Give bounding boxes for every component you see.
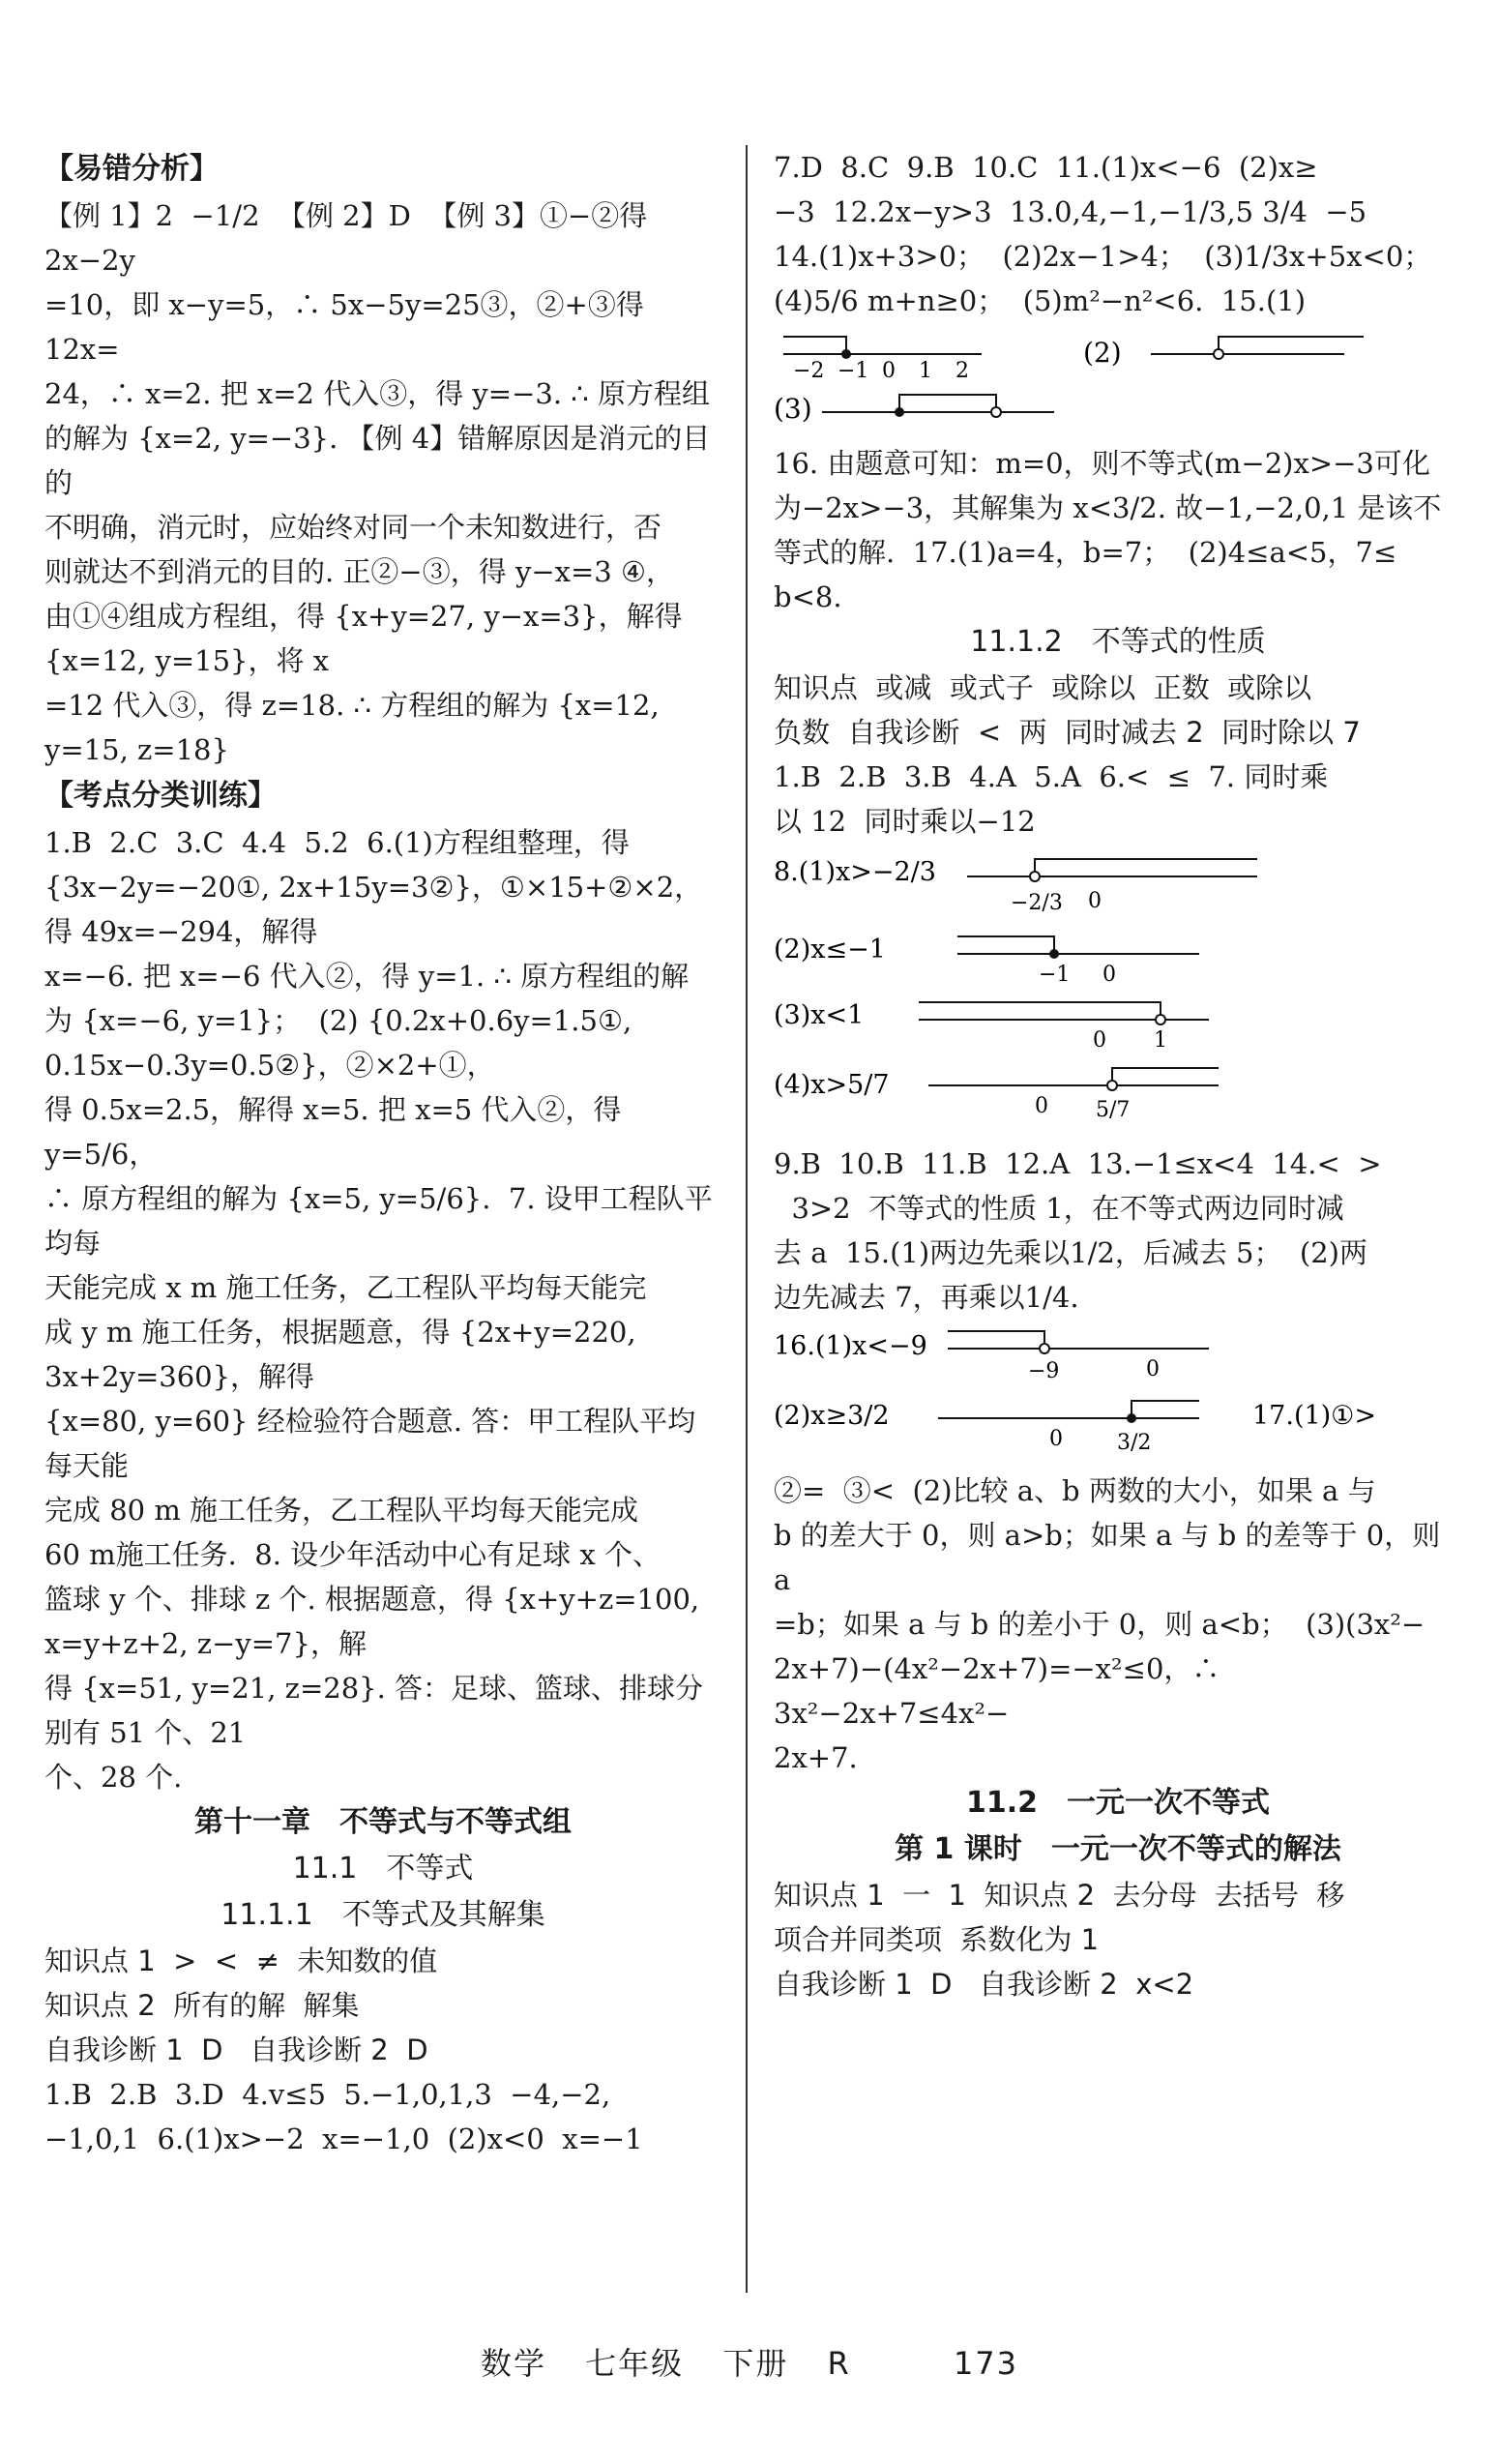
text-line: x=−6. 把 x=−6 代入②，得 y=1. ∴ 原方程组的解 bbox=[44, 960, 690, 993]
footer-grade: 七年级 bbox=[585, 2345, 685, 2382]
closed-point bbox=[841, 349, 851, 359]
text-line: ∴ 原方程组的解为 {x=5, y=5/6}. 7. 设甲工程队平均每 bbox=[44, 1182, 713, 1260]
tick-label: 0 bbox=[1093, 1028, 1106, 1053]
text-line: 完成 80 m 施工任务，乙工程队平均每天能完成 bbox=[44, 1494, 639, 1527]
q8-2-label: (2)x≤−1 bbox=[774, 935, 886, 965]
text-line: 为 {x=−6, y=1}； (2) {0.2x+0.6y=1.5①, 0.15x−0.3y=0.5②}，②×2+①， bbox=[44, 1004, 641, 1082]
text-line: 不明确，消元时，应始终对同一个未知数进行，否 bbox=[44, 511, 662, 544]
text-line: 等式的解. 17.(1)a=4，b=7； (2)4≤a<5，7≤ bbox=[774, 536, 1397, 569]
tick-label: 1 bbox=[919, 359, 932, 381]
section-11-1-1-body bbox=[44, 1939, 721, 2161]
q17-label: 17.(1)①> bbox=[1252, 1401, 1377, 1431]
page-number: 173 bbox=[953, 2345, 1019, 2382]
q8-3-label: (3)x<1 bbox=[774, 1000, 865, 1030]
tick-label: 2 bbox=[955, 359, 969, 381]
text-line: 成 y m 施工任务，根据题意，得 {2x+y=220, 3x+2y=360}，解得 bbox=[44, 1316, 645, 1393]
text-line: b 的差大于 0，则 a>b；如果 a 与 b 的差等于 0，则 a bbox=[774, 1519, 1450, 1596]
text-line: 知识点 或减 或式子 或除以 正数 或除以 bbox=[774, 671, 1312, 704]
q8-3-number-line bbox=[774, 995, 1451, 1053]
practice-heading: 【考点分类训练】 bbox=[44, 779, 277, 813]
open-point bbox=[991, 407, 1001, 417]
text-line: 1.B 2.B 3.B 4.A 5.A 6.< ≤ 7. 同时乘 bbox=[774, 760, 1329, 793]
left-column bbox=[44, 145, 721, 2161]
right-column bbox=[774, 145, 1462, 2006]
text-line: 去 a 15.(1)两边先乘以1/2，后减去 5； (2)两 bbox=[774, 1236, 1367, 1269]
tick-label: −2 bbox=[793, 359, 825, 381]
text-line: 负数 自我诊断 < 两 同时减去 2 同时除以 7 bbox=[774, 716, 1361, 749]
q15-3-label: (3) bbox=[774, 393, 812, 425]
tick-label: 0 bbox=[882, 359, 896, 381]
text-line: 边先减去 7，再乘以1/4. bbox=[774, 1281, 1079, 1314]
text-line: 16. 由题意可知：m=0，则不等式(m−2)x>−3可化 bbox=[774, 447, 1430, 480]
text-line: 1.B 2.C 3.C 4.4 5.2 6.(1)方程组整理，得 bbox=[44, 826, 630, 859]
q8-4-number-line bbox=[774, 1060, 1451, 1134]
text-line: 天能完成 x m 施工任务，乙工程队平均每天能完 bbox=[44, 1271, 647, 1304]
q15-2-label: (2) bbox=[1083, 337, 1122, 369]
text-line: {x=80, y=60} 经检验符合题意. 答：甲工程队平均每天能 bbox=[44, 1405, 696, 1482]
section-title: 11.1 不等式 bbox=[292, 1852, 474, 1885]
footer-edition: R bbox=[827, 2345, 851, 2382]
text-line: 个、28 个. bbox=[44, 1761, 183, 1794]
section-title: 11.2 一元一次不等式 bbox=[965, 1786, 1271, 1820]
text-line: 14.(1)x+3>0； (2)2x−1>4； (3)1/3x+5x<0； bbox=[774, 240, 1432, 273]
text-line: b<8. bbox=[774, 580, 842, 613]
q8-4-label: (4)x>5/7 bbox=[774, 1070, 890, 1100]
tick-label: 0 bbox=[1102, 963, 1116, 987]
q8-1-label: 8.(1)x>−2/3 bbox=[774, 857, 936, 887]
text-line: 60 m施工任务. 8. 设少年活动中心有足球 x 个、 bbox=[44, 1538, 661, 1571]
text-line: ②= ③< (2)比较 a、b 两数的大小，如果 a 与 bbox=[774, 1474, 1376, 1507]
chapter-title: 第十一章 不等式与不等式组 bbox=[194, 1805, 572, 1839]
text-line: 自我诊断 1 D 自我诊断 2 x<2 bbox=[774, 1968, 1194, 2001]
error-analysis-body bbox=[44, 193, 721, 772]
text-line: 2x+7)−(4x²−2x+7)=−x²≤0，∴ 3x²−2x+7≤4x²− bbox=[774, 1652, 1229, 1730]
text-line: 【例 1】2 −1/2 【例 2】D 【例 3】①−②得 2x−2y bbox=[44, 199, 657, 277]
text-line: 得 0.5x=2.5，解得 x=5. 把 x=5 代入②，得 y=5/6， bbox=[44, 1093, 631, 1171]
error-analysis-heading: 【易错分析】 bbox=[44, 152, 219, 186]
text-line: 则就达不到消元的目的. 正②−③，得 y−x=3 ④， bbox=[44, 555, 674, 588]
text-line: 得 {x=51, y=21, z=28}. 答：足球、篮球、排球分别有 51 个、21 bbox=[44, 1672, 704, 1749]
open-point bbox=[1030, 872, 1040, 881]
tick-label: −1 bbox=[1039, 963, 1071, 987]
q15-number-lines bbox=[774, 327, 1451, 381]
closed-point bbox=[1049, 949, 1059, 959]
footer-subject: 数学 bbox=[480, 2345, 546, 2382]
text-line: 9.B 10.B 11.B 12.A 13.−1≤x<4 14.< > bbox=[774, 1147, 1382, 1180]
text-line: 自我诊断 1 D 自我诊断 2 D bbox=[44, 2034, 428, 2066]
open-point bbox=[1040, 1344, 1049, 1353]
text-line: 由①④组成方程组，得 {x+y=27, y−x=3}，解得 {x=12, y=15}，将 x bbox=[44, 600, 691, 677]
open-point bbox=[1107, 1081, 1117, 1090]
tick-label: −2/3 bbox=[1011, 891, 1063, 915]
text-line: 以 12 同时乘以−12 bbox=[774, 805, 1036, 838]
text-line: =12 代入③，得 z=18. ∴ 方程组的解为 {x=12, y=15, z=18} bbox=[44, 689, 668, 766]
tick-label: 5/7 bbox=[1096, 1098, 1131, 1122]
text-line: 知识点 1 一 1 知识点 2 去分母 去括号 移 bbox=[774, 1879, 1345, 1912]
closed-point bbox=[1127, 1413, 1136, 1423]
text-line: 篮球 y 个、排球 z 个. 根据题意，得 {x+y+z=100, x=y+z+2, z−y=7}，解 bbox=[44, 1583, 709, 1660]
tick-label: 0 bbox=[1146, 1357, 1160, 1381]
q16-1-label: 16.(1)x<−9 bbox=[774, 1331, 927, 1361]
text-line: 项合并同类项 系数化为 1 bbox=[774, 1923, 1100, 1956]
text-line: 2x+7. bbox=[774, 1741, 858, 1774]
column-divider bbox=[746, 145, 748, 2293]
footer-volume: 下册 bbox=[722, 2345, 789, 2382]
open-point bbox=[1214, 349, 1223, 359]
tick-label: 3/2 bbox=[1117, 1431, 1152, 1455]
text-line: 知识点 2 所有的解 解集 bbox=[44, 1989, 360, 2022]
open-point bbox=[1156, 1015, 1165, 1024]
text-line: (4)5/6 m+n≥0； (5)m²−n²<6. 15.(1) bbox=[774, 284, 1307, 317]
tick-label: 0 bbox=[1035, 1094, 1048, 1118]
tick-label: −1 bbox=[838, 359, 869, 381]
text-line: 24，∴ x=2. 把 x=2 代入③，得 y=−3. ∴ 原方程组 bbox=[44, 377, 710, 410]
q8-2-number-line bbox=[774, 929, 1451, 987]
text-line: 知识点 1 > < ≠ 未知数的值 bbox=[44, 1944, 438, 1977]
text-line: 为−2x>−3，其解集为 x<3/2. 故−1,−2,0,1 是该不 bbox=[774, 491, 1442, 524]
text-line: 3>2 不等式的性质 1，在不等式两边同时减 bbox=[774, 1192, 1344, 1225]
closed-point bbox=[895, 407, 904, 417]
text-line: {3x−2y=−20①, 2x+15y=3②}，①×15+②×2，得 49x=−294，解得 bbox=[44, 871, 703, 948]
practice-body bbox=[44, 820, 721, 1799]
text-line: −3 12.2x−y>3 13.0,4,−1,−1/3,5 3/4 −5 bbox=[774, 195, 1367, 228]
q16-2-number-line bbox=[774, 1391, 1451, 1461]
q8-1-number-line bbox=[774, 847, 1451, 921]
tick-label: 0 bbox=[1049, 1427, 1063, 1451]
tick-label: −9 bbox=[1028, 1359, 1060, 1383]
subsection-title: 11.1.1 不等式及其解集 bbox=[220, 1898, 545, 1932]
text-line: 的解为 {x=2, y=−3}. 【例 4】错解原因是消元的目的 bbox=[44, 422, 711, 499]
q16-1-number-line bbox=[774, 1323, 1451, 1383]
tick-label: 1 bbox=[1154, 1028, 1167, 1053]
q15-3-number-line bbox=[774, 389, 1451, 433]
tick-label: 0 bbox=[1088, 889, 1102, 913]
q16-2-label: (2)x≥3/2 bbox=[774, 1401, 890, 1431]
text-line: 7.D 8.C 9.B 10.C 11.(1)x<−6 (2)x≥ bbox=[774, 151, 1318, 184]
lesson-title: 第 1 课时 一元一次不等式的解法 bbox=[895, 1832, 1341, 1866]
subsection-title: 11.1.2 不等式的性质 bbox=[970, 625, 1266, 659]
text-line: −1,0,1 6.(1)x>−2 x=−1,0 (2)x<0 x=−1 bbox=[44, 2123, 643, 2155]
text-line: =10，即 x−y=5，∴ 5x−5y=25③，②+③得 12x= bbox=[44, 288, 654, 366]
text-line: =b；如果 a 与 b 的差小于 0，则 a<b； (3)(3x²− bbox=[774, 1608, 1426, 1641]
text-line: 1.B 2.B 3.D 4.v≤5 5.−1,0,1,3 −4,−2, bbox=[44, 2078, 611, 2111]
page-footer bbox=[0, 2339, 1499, 2384]
